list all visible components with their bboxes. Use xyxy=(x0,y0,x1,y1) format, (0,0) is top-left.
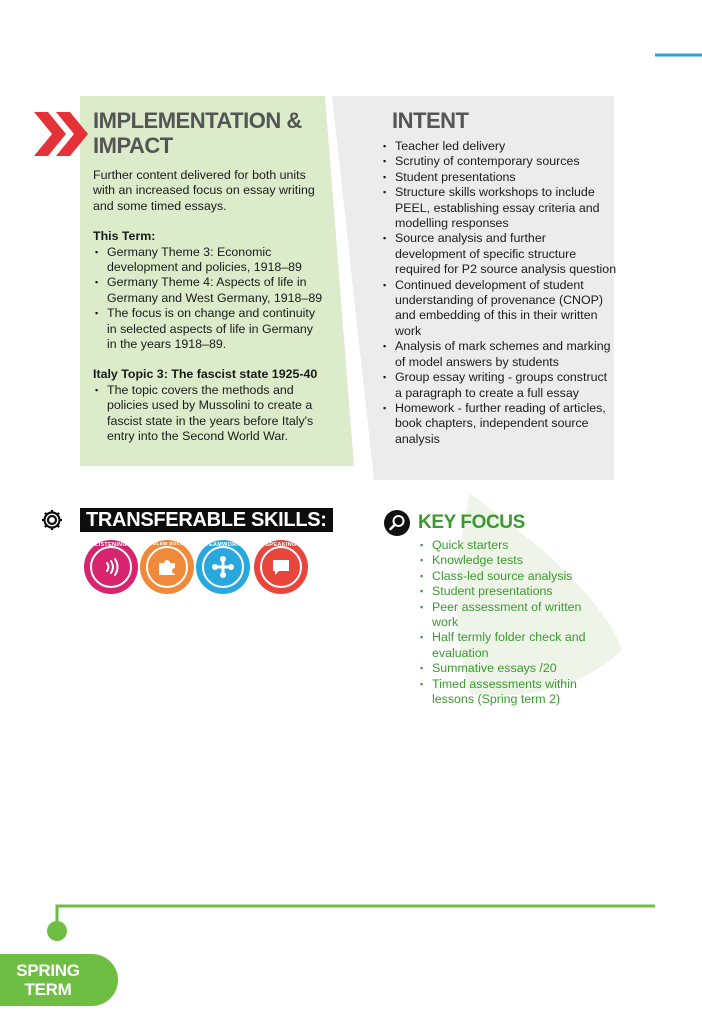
implementation-section xyxy=(93,108,341,445)
list-item: ▪ Continued development of student understanding of provenance (CNOP) and embedding of this in their written work xyxy=(381,278,617,340)
list-item: ▪ Germany Theme 3: Economic development and policies, 1918–89 xyxy=(93,245,325,276)
list-item: ▪ Student presentations xyxy=(418,584,604,599)
team-icon xyxy=(210,554,236,580)
key-focus-title: KEY FOCUS xyxy=(418,512,525,533)
list-item: ▪ The topic covers the methods and policies used by Mussolini to create a fascist state in the years before Italy's entry into the Second World War. xyxy=(93,383,325,445)
double-chevron-icon xyxy=(34,112,88,156)
list-item: ▪ Scrutiny of contemporary sources xyxy=(381,154,617,169)
list-item: ▪ Class-led source analysis xyxy=(418,569,604,584)
italy-heading: Italy Topic 3: The fascist state 1925-40 xyxy=(93,367,318,382)
timeline-bottom xyxy=(57,906,655,928)
key-focus-list xyxy=(418,538,604,707)
list-item: ▪ Summative essays /20 xyxy=(418,661,604,676)
list-item: ▪ Timed assessments within lessons (Spring term 2) xyxy=(418,677,604,708)
timeline-dot xyxy=(47,921,67,941)
term-badge-line2: TERM xyxy=(24,980,72,999)
implementation-intro: Further content delivered for both units with an increased focus on essay writing and some timed essays. xyxy=(93,168,315,213)
skills-title: TRANSFERABLE SKILLS: xyxy=(80,508,333,532)
skill-badge-teamwork xyxy=(196,540,250,594)
skills-header xyxy=(40,508,333,532)
skill-label: SPEAKING xyxy=(265,542,297,548)
skill-label: PROBLEM SOLVING xyxy=(141,542,193,547)
list-item: ▪ Homework - further reading of articles, book chapters, independent source analysis xyxy=(381,401,617,447)
list-item: ▪ Student presentations xyxy=(381,170,617,185)
list-item: ▪ Peer assessment of written work xyxy=(418,600,604,631)
list-item: ▪ Structure skills workshops to include PEEL, establishing essay criteria and modelling responses xyxy=(381,185,617,231)
speech-bubble-icon xyxy=(270,556,292,578)
italy-list xyxy=(93,383,325,445)
list-item: ▪ Germany Theme 4: Aspects of life in Germany and West Germany, 1918–89 xyxy=(93,275,325,306)
term-badge xyxy=(0,954,118,1006)
gear-icon xyxy=(40,508,64,532)
list-item: ▪ Half termly folder check and evaluation xyxy=(418,630,604,661)
skill-badge-listening xyxy=(84,540,138,594)
list-item: ▪ Quick starters xyxy=(418,538,604,553)
list-item: ▪ Teacher led delivery xyxy=(381,139,617,154)
list-item: ▪ Group essay writing - groups construct a paragraph to create a full essay xyxy=(381,370,617,401)
list-item: ▪ The focus is on change and continuity in selected aspects of life in Germany in the years 1918–89. xyxy=(93,306,325,352)
term-badge-line1: SPRING xyxy=(16,961,80,980)
sound-waves-icon xyxy=(99,555,123,579)
this-term-list xyxy=(93,245,325,353)
magnifier-icon xyxy=(384,510,410,536)
skill-label: LISTENING xyxy=(94,542,128,548)
intent-title: INTENT xyxy=(392,108,469,133)
skill-label: TEAMWORK xyxy=(205,542,241,548)
intent-section xyxy=(381,108,617,447)
key-focus-header xyxy=(384,510,525,536)
list-item: ▪ Source analysis and further development of specific structure required for P2 source analysis question xyxy=(381,231,617,277)
skill-badge-problem-solving xyxy=(140,540,194,594)
list-item: ▪ Analysis of mark schemes and marking of model answers by students xyxy=(381,339,617,370)
this-term-heading: This Term: xyxy=(93,229,156,244)
list-item: ▪ Knowledge tests xyxy=(418,553,604,568)
skill-badge-speaking xyxy=(254,540,308,594)
intent-list xyxy=(381,139,617,447)
implementation-title: IMPLEMENTATION & IMPACT xyxy=(93,108,302,158)
puzzle-icon xyxy=(155,555,179,579)
